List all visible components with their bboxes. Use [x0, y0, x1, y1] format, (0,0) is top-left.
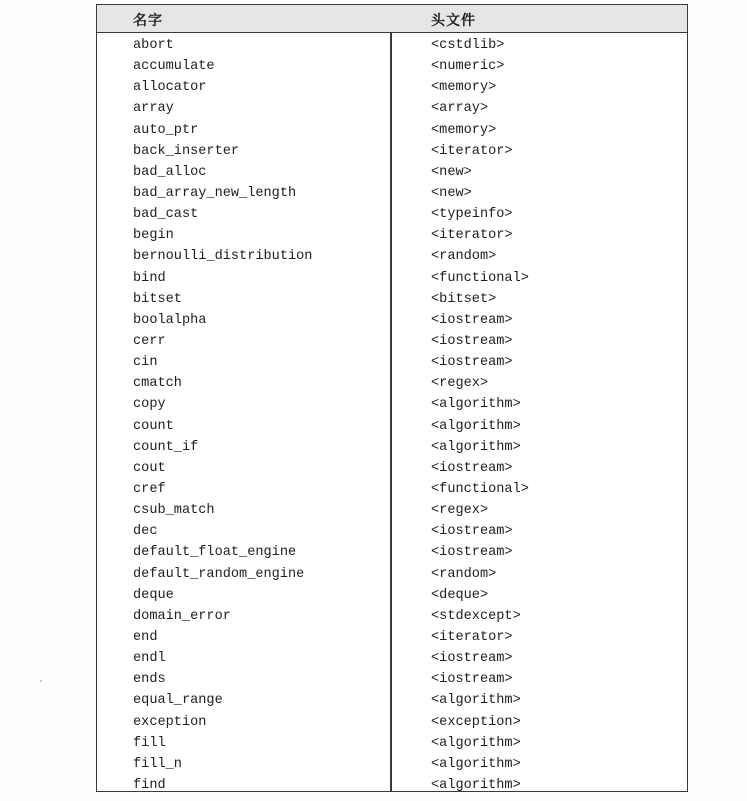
cell-name: bad_cast — [133, 207, 199, 223]
cell-name: default_float_engine — [133, 545, 297, 561]
table-row — [97, 225, 687, 246]
name-header-table — [96, 4, 688, 792]
cell-name: bernoulli_distribution — [133, 249, 313, 265]
cell-header-file: <exception> — [431, 714, 521, 730]
cell-name: deque — [133, 587, 174, 603]
table-row — [97, 394, 687, 415]
cell-name: boolalpha — [133, 312, 207, 328]
table-row — [97, 690, 687, 711]
cell-header-file: <new> — [431, 164, 472, 180]
table-row — [97, 98, 687, 119]
table-row — [97, 56, 687, 77]
cell-header-file: <numeric> — [431, 59, 505, 75]
table-row — [97, 373, 687, 394]
cell-header-file: <iostream> — [431, 524, 513, 540]
table-row — [97, 416, 687, 437]
table-row — [97, 564, 687, 585]
cell-header-file: <iostream> — [431, 333, 513, 349]
cell-name: endl — [133, 651, 166, 667]
cell-header-file: <memory> — [431, 80, 497, 96]
cell-name: back_inserter — [133, 143, 240, 159]
cell-name: count — [133, 418, 174, 434]
table-row — [97, 204, 687, 225]
cell-header-file: <algorithm> — [431, 439, 521, 455]
table-row — [97, 310, 687, 331]
table-row — [97, 437, 687, 458]
cell-name: array — [133, 101, 174, 117]
cell-header-file: <algorithm> — [431, 397, 521, 413]
cell-header-file: <memory> — [431, 122, 497, 138]
cell-name: domain_error — [133, 608, 231, 624]
cell-header-file: <typeinfo> — [431, 207, 513, 223]
table-row — [97, 331, 687, 352]
table-row — [97, 479, 687, 500]
cell-header-file: <iterator> — [431, 629, 513, 645]
scan-speck — [40, 680, 42, 682]
cell-name: bitset — [133, 291, 182, 307]
table-row — [97, 352, 687, 373]
cell-header-file: <functional> — [431, 481, 529, 497]
cell-header-file: <algorithm> — [431, 735, 521, 751]
cell-name: cmatch — [133, 376, 182, 392]
cell-header-file: <iostream> — [431, 355, 513, 371]
cell-name: find — [133, 777, 166, 793]
table-row — [97, 162, 687, 183]
table-row — [97, 120, 687, 141]
column-header-name: 名字 — [133, 13, 163, 29]
table-row — [97, 77, 687, 98]
cell-header-file: <deque> — [431, 587, 489, 603]
cell-header-file: <iostream> — [431, 672, 513, 688]
column-header-header-file: 头文件 — [431, 13, 476, 29]
cell-header-file: <regex> — [431, 376, 489, 392]
table-row — [97, 268, 687, 289]
cell-name: abort — [133, 38, 174, 53]
cell-header-file: <iterator> — [431, 143, 513, 159]
table-row — [97, 775, 687, 796]
table-row — [97, 183, 687, 204]
cell-name: ends — [133, 672, 166, 688]
table-row — [97, 521, 687, 542]
cell-name: accumulate — [133, 59, 215, 75]
cell-name: exception — [133, 714, 207, 730]
table-row — [97, 669, 687, 690]
cell-header-file: <random> — [431, 566, 497, 582]
table-row — [97, 246, 687, 267]
cell-name: fill_n — [133, 756, 182, 772]
cell-header-file: <iostream> — [431, 545, 513, 561]
cell-header-file: <iostream> — [431, 460, 513, 476]
table-row — [97, 733, 687, 754]
cell-header-file: <bitset> — [431, 291, 497, 307]
cell-name: bad_alloc — [133, 164, 207, 180]
cell-name: bind — [133, 270, 166, 286]
table-row — [97, 458, 687, 479]
table-row — [97, 500, 687, 521]
table-row — [97, 585, 687, 606]
cell-name: count_if — [133, 439, 199, 455]
cell-header-file: <cstdlib> — [431, 38, 505, 53]
cell-name: end — [133, 629, 158, 645]
table-header-row — [97, 5, 687, 33]
table-row — [97, 606, 687, 627]
table-body — [97, 35, 687, 796]
cell-header-file: <new> — [431, 185, 472, 201]
cell-header-file: <algorithm> — [431, 693, 521, 709]
cell-header-file: <regex> — [431, 503, 489, 519]
table-row — [97, 712, 687, 733]
cell-header-file: <iterator> — [431, 228, 513, 244]
table-row — [97, 542, 687, 563]
cell-name: begin — [133, 228, 174, 244]
cell-name: cin — [133, 355, 158, 371]
cell-header-file: <stdexcept> — [431, 608, 521, 624]
table-row — [97, 289, 687, 310]
table-row — [97, 35, 687, 56]
cell-name: copy — [133, 397, 166, 413]
cell-header-file: <algorithm> — [431, 756, 521, 772]
cell-name: bad_array_new_length — [133, 185, 297, 201]
table-row — [97, 648, 687, 669]
cell-name: csub_match — [133, 503, 215, 519]
cell-header-file: <algorithm> — [431, 418, 521, 434]
cell-name: cerr — [133, 333, 166, 349]
cell-name: auto_ptr — [133, 122, 199, 138]
cell-name: equal_range — [133, 693, 223, 709]
cell-name: cref — [133, 481, 166, 497]
table-row — [97, 141, 687, 162]
cell-header-file: <random> — [431, 249, 497, 265]
cell-header-file: <functional> — [431, 270, 529, 286]
cell-name: default_random_engine — [133, 566, 305, 582]
cell-header-file: <array> — [431, 101, 489, 117]
cell-name: fill — [133, 735, 166, 751]
cell-name: cout — [133, 460, 166, 476]
cell-header-file: <iostream> — [431, 651, 513, 667]
cell-name: dec — [133, 524, 158, 540]
table-row — [97, 754, 687, 775]
cell-name: allocator — [133, 80, 207, 96]
table-row — [97, 627, 687, 648]
cell-header-file: <algorithm> — [431, 777, 521, 793]
cell-header-file: <iostream> — [431, 312, 513, 328]
